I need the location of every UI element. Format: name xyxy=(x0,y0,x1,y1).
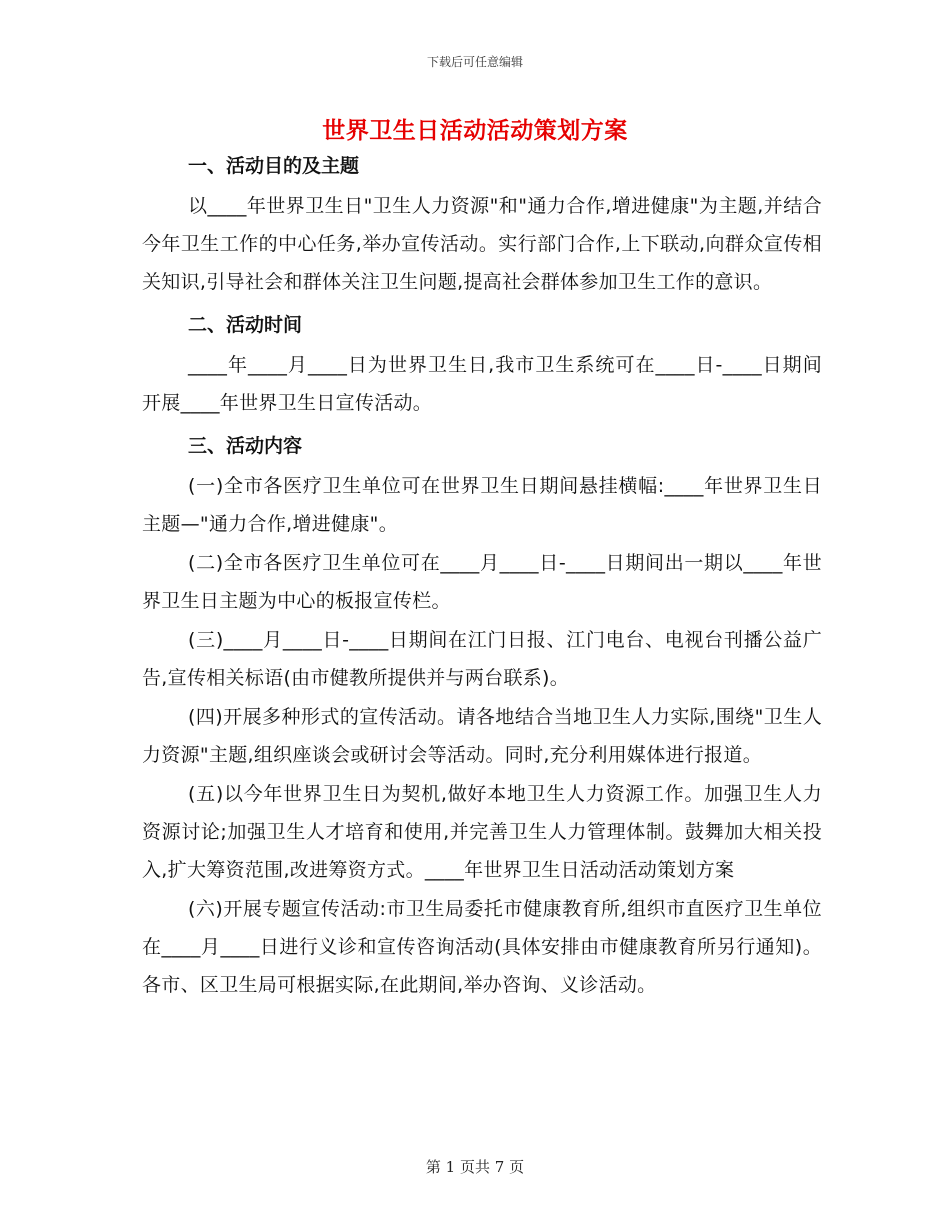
paragraph: (四)开展多种形式的宣传活动。请各地结合当地卫生人力实际,围绕"卫生人力资源"主题,组织座谈会或研讨会等活动。同时,充分利用媒体进行报道。 xyxy=(142,706,822,766)
paragraph: (一)全市各医疗卫生单位可在世界卫生日期间悬挂横幅:____年世界卫生日主题—"通力合作,增进健康"。 xyxy=(142,475,822,535)
section-purpose xyxy=(142,152,822,301)
section-heading: 一、活动目的及主题 xyxy=(188,155,360,177)
section-content xyxy=(142,432,822,1004)
page-header-note: 下载后可任意编辑 xyxy=(426,55,523,69)
paragraph: ____年____月____日为世界卫生日,我市卫生系统可在____日-____日期间开展____年世界卫生日宣传活动。 xyxy=(142,354,822,414)
section-heading: 二、活动时间 xyxy=(188,314,303,336)
document-body xyxy=(142,152,822,1005)
paragraph: (二)全市各医疗卫生单位可在____月____日-____日期间出一期以____年世界卫生日主题为中心的板报宣传栏。 xyxy=(142,552,822,612)
section-heading: 三、活动内容 xyxy=(188,435,303,457)
paragraph: 以____年世界卫生日"卫生人力资源"和"通力合作,增进健康"为主题,并结合今年卫生工作的中心任务,举办宣传活动。实行部门合作,上下联动,向群众宣传相关知识,引导社会和群体关注卫生问题,提高社会群体参加卫生工作的意识。 xyxy=(142,195,822,293)
paragraph: (六)开展专题宣传活动:市卫生局委托市健康教育所,组织市直医疗卫生单位在____月____日进行义诊和宣传咨询活动(具体安排由市健康教育所另行通知)。各市、区卫生局可根据实际,在此期间,举办咨询、义诊活动。 xyxy=(142,898,822,996)
section-time xyxy=(142,311,822,422)
paragraph: (五)以今年世界卫生日为契机,做好本地卫生人力资源工作。加强卫生人力资源讨论;加强卫生人才培育和使用,并完善卫生人力管理体制。鼓舞加大相关投入,扩大筹资范围,改进筹资方式。____年世界卫生日活动活动策划方案 xyxy=(142,783,822,881)
page-number: 第 1 页共 7 页 xyxy=(425,1158,525,1176)
paragraph: (三)____月____日-____日期间在江门日报、江门电台、电视台刊播公益广告,宣传相关标语(由市健教所提供并与两台联系)。 xyxy=(142,629,822,689)
document-title: 世界卫生日活动活动策划方案 xyxy=(322,118,628,144)
